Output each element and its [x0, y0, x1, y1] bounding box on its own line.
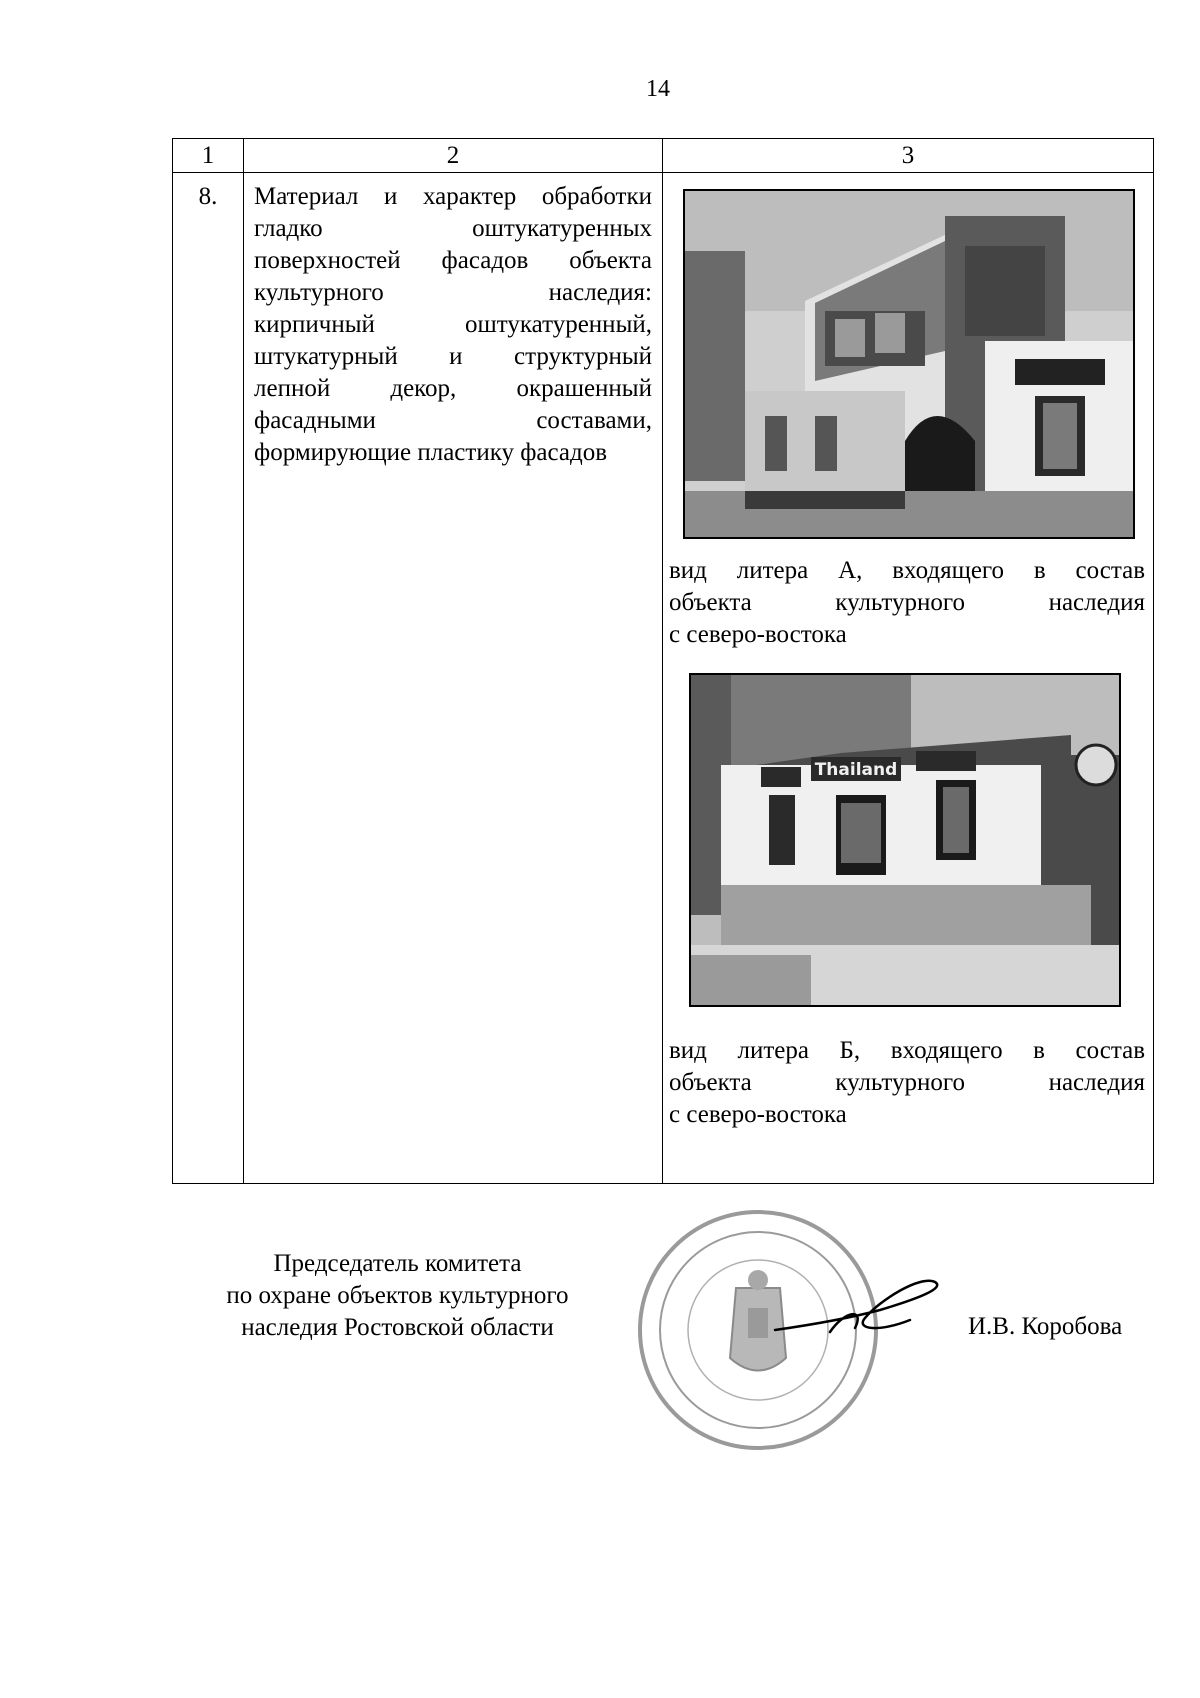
signatory-title: [195, 1248, 600, 1344]
caption-line: вид литера Б, входящего в состав: [669, 1037, 1145, 1064]
caption-line: объекта культурного наследия: [669, 1069, 1145, 1096]
caption-line: вид литера А, входящего в состав: [669, 557, 1145, 584]
description-line: лепной декор, окрашенный: [254, 375, 652, 402]
row-photos: [663, 173, 1154, 1184]
header-col-1: 1: [173, 139, 244, 173]
description-line: поверхностей фасадов объекта: [254, 247, 652, 274]
photo-b-caption: [669, 1035, 1145, 1131]
photo-litera-a-image: [685, 191, 1133, 537]
row-number: 8.: [173, 173, 244, 1184]
caption-line: с северо-востока: [669, 621, 847, 648]
header-col-3: 3: [663, 139, 1154, 173]
signatory-title-line: Председатель комитета: [273, 1250, 522, 1277]
objects-table: [172, 138, 1154, 1184]
description-line: штукатурный и структурный: [254, 343, 652, 370]
description-line: кирпичный оштукатуренный,: [254, 311, 652, 338]
caption-line: с северо-востока: [669, 1101, 847, 1128]
table-header-row: [173, 139, 1154, 173]
signatory-name: И.В. Коробова: [968, 1313, 1123, 1340]
table-row: [173, 173, 1154, 1184]
signatory-title-line: наследия Ростовской области: [241, 1314, 554, 1341]
signatory-title-line: по охране объектов культурного: [226, 1282, 569, 1309]
page-number: 14: [646, 76, 670, 102]
description-line: фасадными составами,: [254, 407, 652, 434]
photo-litera-b: [689, 673, 1121, 1007]
description-line: Материал и характер обработки: [254, 183, 652, 210]
photo-litera-b-image: [691, 675, 1119, 1005]
caption-line: объекта культурного наследия: [669, 589, 1145, 616]
handwritten-signature: [770, 1270, 950, 1350]
description-line: культурного наследия:: [254, 279, 652, 306]
description-line: гладко оштукатуренных: [254, 215, 652, 242]
photo-litera-a: [683, 189, 1135, 539]
photo-a-caption: [669, 555, 1145, 651]
row-description: [244, 173, 663, 1184]
description-line: формирующие пластику фасадов: [254, 439, 608, 466]
thailand-sign-text: Thailand: [814, 760, 898, 780]
header-col-2: 2: [244, 139, 663, 173]
